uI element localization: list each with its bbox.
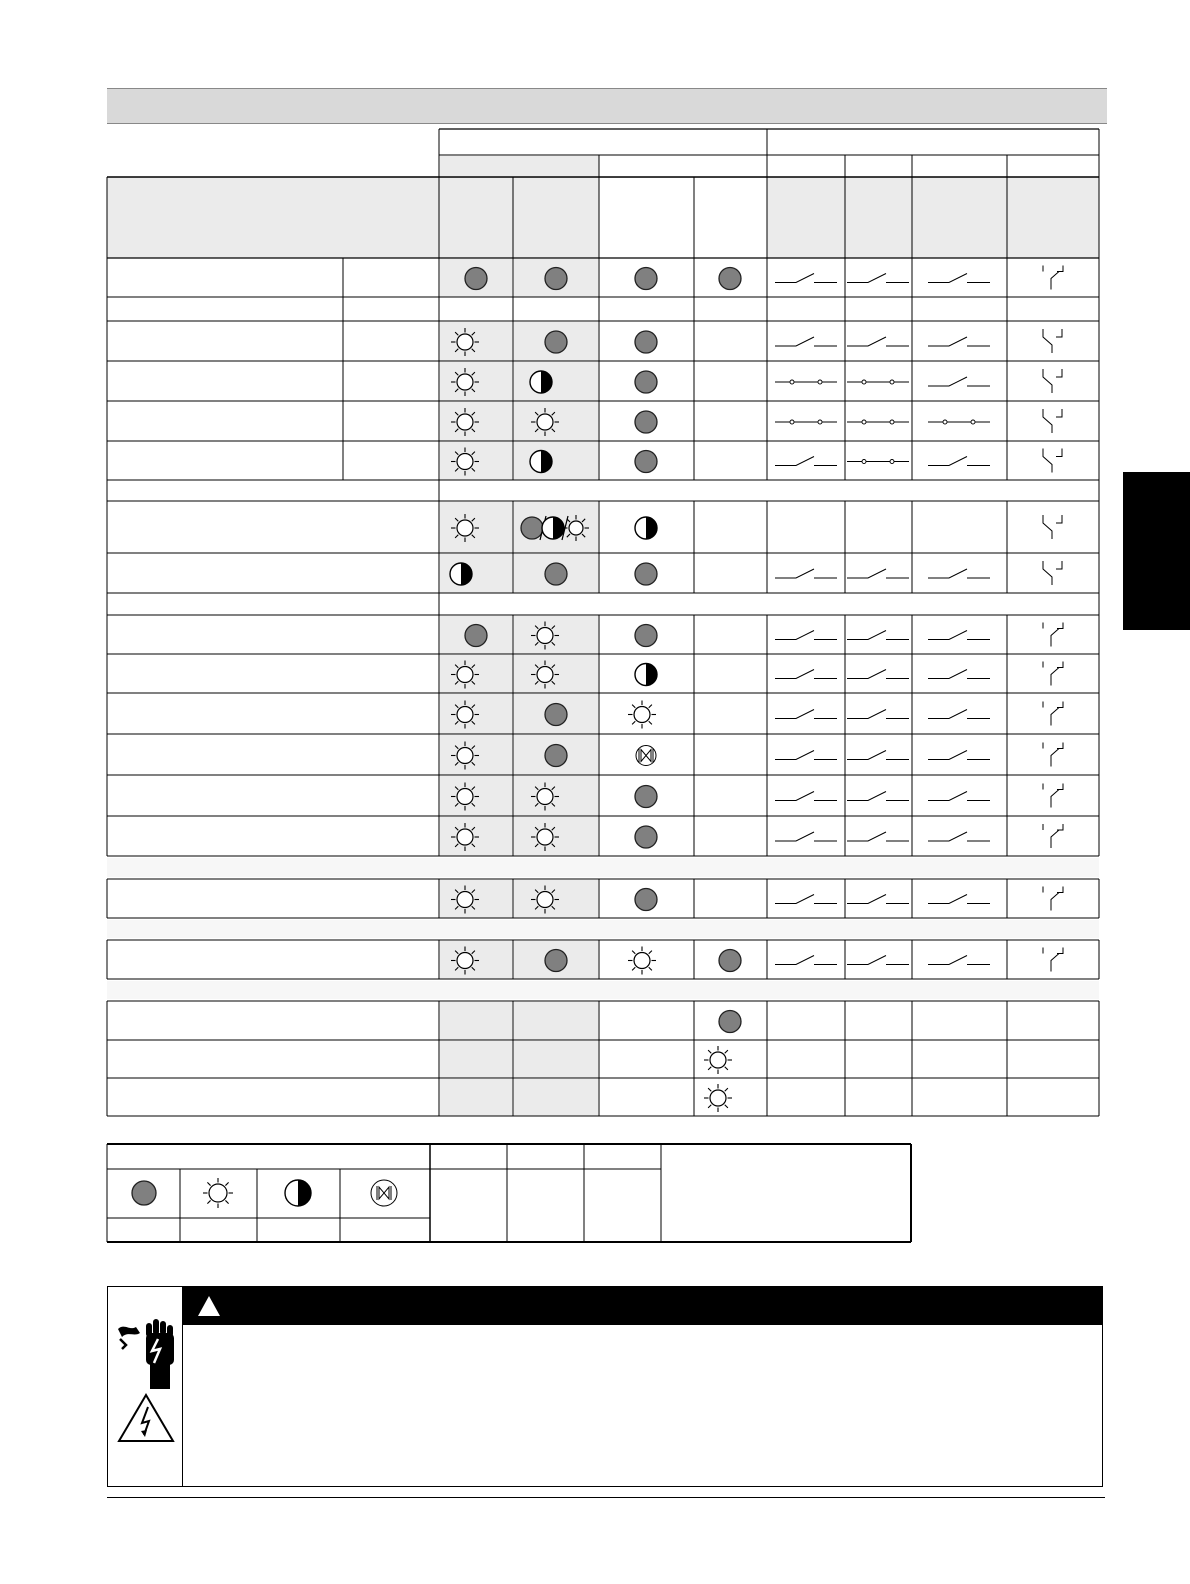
high-voltage-triangle-icon: [119, 1395, 173, 1441]
lamp-alternating-icon: [371, 1180, 397, 1206]
warning-icon-column: [108, 1287, 183, 1486]
lamp-on-icon: [203, 1178, 233, 1208]
warning-box: [107, 1286, 1103, 1487]
warning-header: [182, 1287, 1102, 1325]
lamp-off-icon: [132, 1181, 156, 1205]
lamp-flashing-icon: [285, 1180, 311, 1206]
footer-rule: [107, 1497, 1105, 1498]
alert-triangle-icon: [198, 1296, 220, 1316]
hand-shock-icon: [118, 1319, 174, 1389]
warning-body: [182, 1325, 1102, 1486]
